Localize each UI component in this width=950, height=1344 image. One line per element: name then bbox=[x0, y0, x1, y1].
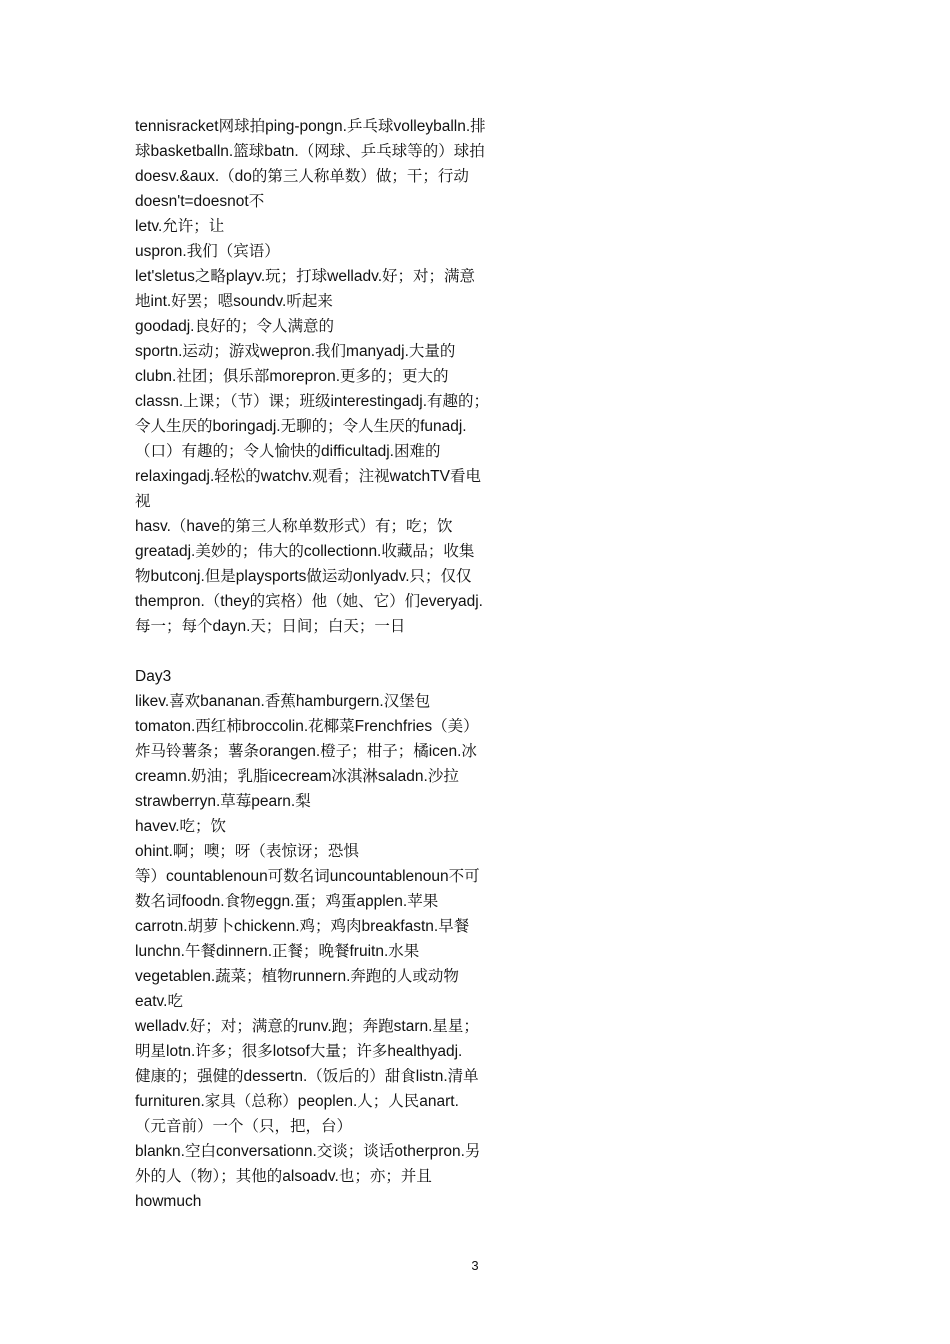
vocabulary-line: 令人生厌的boringadj.无聊的；令人生厌的funadj. bbox=[135, 418, 467, 435]
vocabulary-line: carrotn.胡萝卜chickenn.鸡；鸡肉breakfastn.早餐 bbox=[135, 918, 470, 935]
vocabulary-line: 每一；每个dayn.天；日间；白天；一日 bbox=[135, 618, 406, 635]
vocabulary-line: 数名词foodn.食物eggn.蛋；鸡蛋applen.苹果 bbox=[135, 893, 439, 910]
vocabulary-line: ohint.啊；噢；呀（表惊讶；恐惧 bbox=[135, 843, 359, 860]
vocabulary-line: 健康的；强健的dessertn.（饭后的）甜食listn.清单 bbox=[135, 1068, 479, 1085]
vocabulary-line: let'sletus之略playv.玩；打球welladv.好；对；满意 bbox=[135, 268, 476, 285]
section-heading-day3: Day3 bbox=[135, 668, 172, 685]
vocabulary-text-block bbox=[135, 114, 525, 1214]
vocabulary-line: tennisracket网球拍ping-pongn.乒乓球volleyballn.排 bbox=[135, 118, 486, 135]
vocabulary-line: blankn.空白conversationn.交谈；谈话otherpron.另 bbox=[135, 1143, 481, 1160]
vocabulary-line: sportn.运动；游戏wepron.我们manyadj.大量的 bbox=[135, 343, 456, 360]
vocabulary-line: 地int.好罢；嗯soundv.听起来 bbox=[135, 293, 333, 310]
vocabulary-line: greatadj.美妙的；伟大的collectionn.收藏品；收集 bbox=[135, 543, 475, 560]
vocabulary-line: eatv.吃 bbox=[135, 993, 183, 1010]
vocabulary-line: （元音前）一个（只，把，台） bbox=[135, 1118, 353, 1135]
vocabulary-line: hasv.（have的第三人称单数形式）有；吃；饮 bbox=[135, 518, 453, 535]
vocabulary-line: 炸马铃薯条；薯条orangen.橙子；柑子；橘icen.冰 bbox=[135, 743, 477, 760]
vocabulary-line: doesv.&aux.（do的第三人称单数）做；干；行动 bbox=[135, 168, 469, 185]
vocabulary-line: likev.喜欢bananan.香蕉hamburgern.汉堡包 bbox=[135, 693, 431, 710]
vocabulary-line: 视 bbox=[135, 493, 151, 510]
vocabulary-line: clubn.社团；俱乐部morepron.更多的；更大的 bbox=[135, 368, 449, 385]
vocabulary-line: doesn't=doesnot不 bbox=[135, 193, 265, 210]
vocabulary-line: goodadj.良好的；令人满意的 bbox=[135, 318, 334, 335]
vocabulary-line: uspron.我们（宾语） bbox=[135, 243, 280, 260]
vocabulary-line: howmuch bbox=[135, 1193, 202, 1210]
vocabulary-line: strawberryn.草莓pearn.梨 bbox=[135, 793, 311, 810]
vocabulary-line: furnituren.家具（总称）peoplen.人；人民anart. bbox=[135, 1093, 459, 1110]
vocabulary-line: tomaton.西红柿broccolin.花椰菜Frenchfries（美） bbox=[135, 718, 479, 735]
vocabulary-section-2 bbox=[135, 689, 525, 1214]
vocabulary-line: welladv.好；对；满意的runv.跑；奔跑starn.星星； bbox=[135, 1018, 479, 1035]
vocabulary-line: letv.允许；让 bbox=[135, 218, 225, 235]
vocabulary-line: havev.吃；饮 bbox=[135, 818, 227, 835]
vocabulary-line: creamn.奶油；乳脂icecream冰淇淋saladn.沙拉 bbox=[135, 768, 459, 785]
vocabulary-line: lunchn.午餐dinnern.正餐；晚餐fruitn.水果 bbox=[135, 943, 420, 960]
vocabulary-line: 外的人（物）；其他的alsoadv.也；亦；并且 bbox=[135, 1168, 432, 1185]
vocabulary-line: thempron.（they的宾格）他（她、它）们everyadj. bbox=[135, 593, 483, 610]
vocabulary-line: relaxingadj.轻松的watchv.观看；注视watchTV看电 bbox=[135, 468, 481, 485]
vocabulary-line: 球basketballn.篮球batn.（网球、乒乓球等的）球拍 bbox=[135, 143, 485, 160]
vocabulary-line: （口）有趣的；令人愉快的difficultadj.困难的 bbox=[135, 443, 441, 460]
section-spacer bbox=[135, 639, 525, 664]
page-number: 3 bbox=[471, 1258, 479, 1273]
vocabulary-line: 等）countablenoun可数名词uncountablenoun不可 bbox=[135, 868, 480, 885]
vocabulary-line: classn.上课；（节）课；班级interestingadj.有趣的； bbox=[135, 393, 489, 410]
vocabulary-line: 明星lotn.许多；很多lotsof大量；许多healthyadj. bbox=[135, 1043, 463, 1060]
vocabulary-line: vegetablen.蔬菜；植物runnern.奔跑的人或动物 bbox=[135, 968, 459, 985]
vocabulary-line: 物butconj.但是playsports做运动onlyadv.只；仅仅 bbox=[135, 568, 472, 585]
vocabulary-section-1 bbox=[135, 114, 525, 639]
